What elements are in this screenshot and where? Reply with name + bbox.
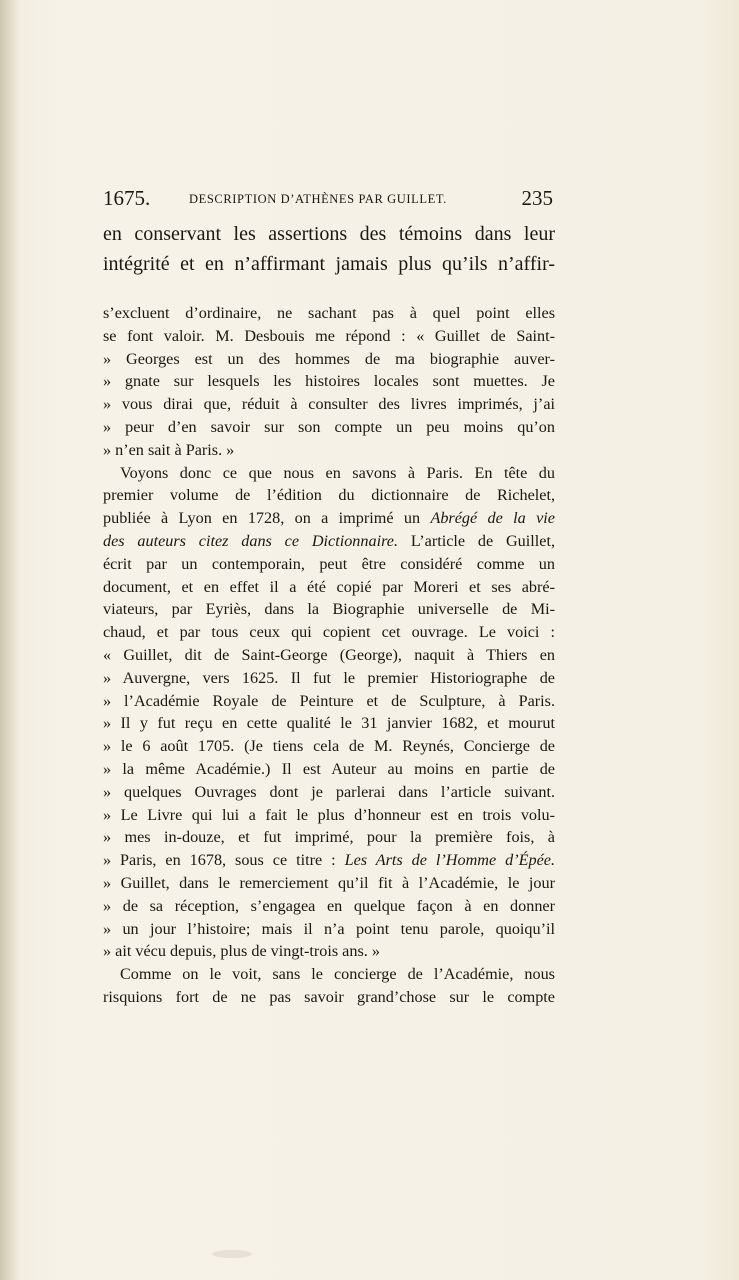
text-line: » Il y fut reçu en cette qualité le 31 janvier 1682, et mourut [103, 714, 555, 733]
text-line: écrit par un contemporain, peut être considéré comme un [103, 554, 555, 573]
italic-title: Les Arts de l’Homme d’Épée. [344, 851, 555, 870]
text-line: » de sa réception, s’engagea en quelque façon à en donner [103, 896, 555, 915]
text-line: » n’en sait à Paris. » [103, 440, 235, 459]
text-line: Comme on le voit, sans le concierge de l’Académie, nous [120, 965, 555, 984]
page-gutter-shadow [0, 0, 18, 1280]
text-line: » Georges est un des hommes de ma biographie auver- [103, 349, 555, 368]
text-line: s’excluent d’ordinaire, ne sachant pas à quel point elles [103, 304, 555, 322]
top-text-line-1: en conservant les assertions des témoins dans leur [103, 223, 555, 245]
text-line: » quelques Ouvrages dont je parlerai dans l’article suivant. [103, 782, 555, 801]
italic-title: des auteurs citez dans ce Dictionnaire. [103, 531, 399, 550]
running-header [103, 186, 553, 216]
text-line: » un jour l’histoire; mais il n’a point tenu parole, quoiqu’il [103, 919, 555, 938]
italic-title: Abrégé de la vie [430, 509, 555, 528]
text-segment: L’article de Guillet, [398, 531, 555, 550]
text-line [103, 849, 555, 872]
text-line: viateurs, par Eyriès, dans la Biographie universelle de Mi- [103, 600, 555, 619]
page-number: 235 [521, 186, 553, 210]
text-line: » l’Académie Royale de Peinture et de Sculpture, à Paris. [103, 691, 555, 710]
text-line: » ait vécu depuis, plus de vingt-trois ans. » [103, 942, 380, 961]
text-line: se font valoir. M. Desbouis me répond : « Guillet de Saint- [103, 326, 555, 345]
header-year: 1675. [103, 186, 151, 210]
text-line: premier volume de l’édition du dictionnaire de Richelet, [103, 486, 555, 505]
text-line: » mes in-douze, et fut imprimé, pour la première fois, à [103, 828, 555, 847]
text-line: document, et en effet il a été copié par Moreri et ses abré- [103, 577, 555, 596]
text-line: » peur d’en savoir sur son compte un peu moins qu’on [103, 417, 555, 436]
text-line: risquions fort de ne pas savoir grand’chose sur le compte [103, 987, 555, 1006]
text-line: » Auvergne, vers 1625. Il fut le premier Historiographe de [103, 668, 555, 687]
text-line: » Le Livre qui lui a fait le plus d’honneur est en trois volu- [103, 805, 555, 824]
text-line: « Guillet, dit de Saint-George (George), naquit à Thiers en [103, 645, 555, 664]
paper-smudge [212, 1250, 252, 1258]
text-line: » le 6 août 1705. (Je tiens cela de M. Reynés, Concierge de [103, 737, 555, 756]
text-line: » Guillet, dans le remerciement qu’il fit à l’Académie, le jour [103, 873, 555, 892]
text-line: Voyons donc ce que nous en savons à Paris. En tête du [120, 463, 555, 482]
text-segment: » Paris, en 1678, sous ce titre : [103, 851, 345, 870]
text-line: » vous dirai que, réduit à consulter des livres imprimés, j’ai [103, 395, 555, 414]
text-segment: publiée à Lyon en 1728, on a imprimé un [103, 509, 431, 528]
text-line [103, 507, 555, 530]
text-line: » la même Académie.) Il est Auteur au moins en partie de [103, 759, 555, 778]
body-text [103, 302, 555, 1009]
text-line: » gnate sur lesquels les histoires locales sont muettes. Je [103, 372, 555, 391]
top-text-line-2: intégrité et en n’affirmant jamais plus qu’ils n’affir- [103, 253, 555, 275]
text-line [103, 530, 555, 553]
text-line: chaud, et par tous ceux qui copient cet ouvrage. Le voici : [103, 623, 555, 642]
running-title: DESCRIPTION D’ATHÈNES PAR GUILLET. [189, 192, 447, 206]
